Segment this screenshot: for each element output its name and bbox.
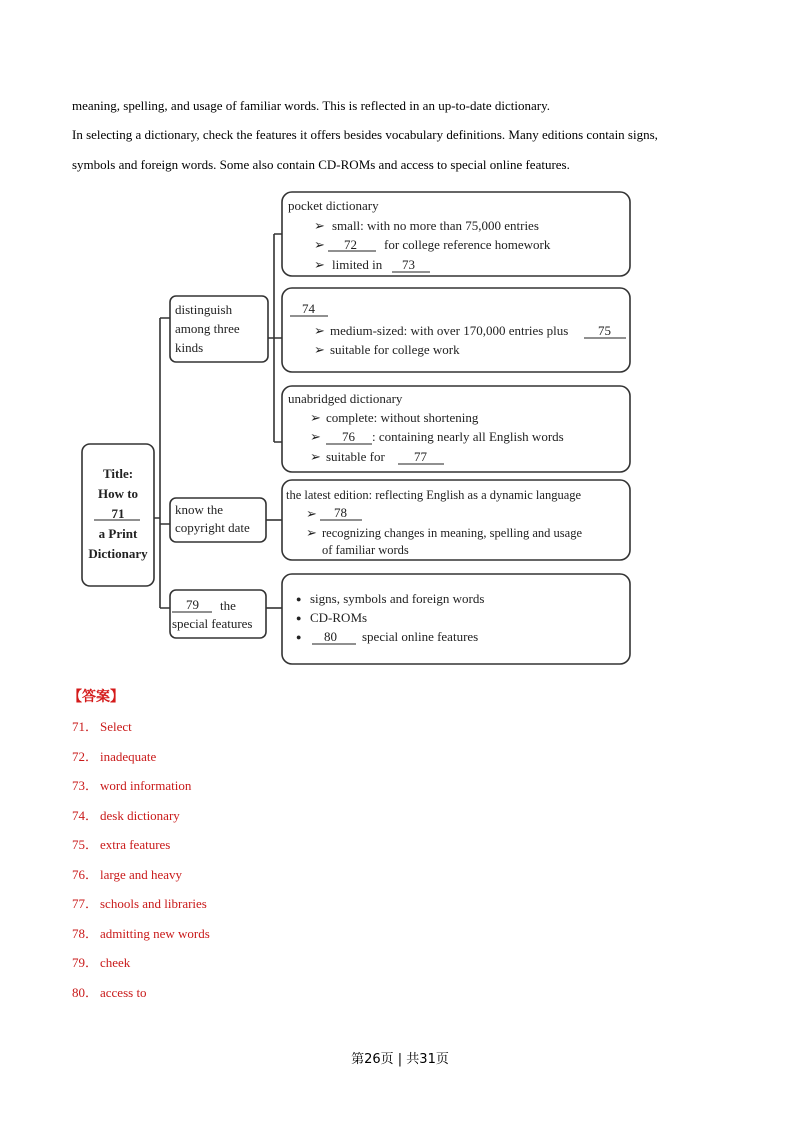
page-footer: 第26页 | 共31页 [351, 1052, 449, 1067]
unabridged-item-3: suitable for [326, 449, 385, 464]
answer-text: admitting new words [100, 925, 210, 941]
answer-item [72, 718, 210, 748]
answer-text: extra features [100, 837, 171, 852]
arrow-icon: ➢ [310, 410, 321, 425]
edition-item-2-line-2: of familiar words [322, 543, 409, 557]
pocket-blank-72: 72 [344, 237, 357, 252]
answer-number: 71． [72, 719, 99, 734]
answer-list [72, 718, 210, 1013]
pocket-heading: pocket dictionary [288, 198, 379, 213]
arrow-icon: ➢ [306, 525, 317, 540]
kinds-connector [268, 234, 282, 442]
answer-item [72, 925, 210, 955]
answer-number: 74． [72, 807, 99, 823]
edition-heading: the latest edition: reflecting English as a dynamic language [286, 488, 582, 502]
pocket-item-2: for college reference homework [384, 237, 551, 252]
unabridged-blank-77: 77 [414, 449, 427, 464]
title-line-5: Dictionary [88, 546, 148, 561]
paragraph-continued: meaning, spelling, and usage of familiar words. This is reflected in an up-to-date dictionary. [72, 98, 550, 113]
bullet-icon: ● [296, 632, 302, 642]
unabridged-item-1: complete: without shortening [326, 410, 479, 425]
features-blank-80: 80 [324, 629, 337, 644]
branch-copyright-line-2: copyright date [175, 520, 250, 535]
bullet-icon: ● [296, 613, 302, 623]
answer-number: 80． [72, 984, 99, 1000]
branch-kinds-line-2: among three [175, 321, 240, 336]
branch-kinds-line-1: distinguish [175, 302, 233, 317]
arrow-icon: ➢ [314, 342, 325, 357]
answer-item [72, 748, 210, 778]
answer-text: Select [100, 719, 132, 734]
edition-item-2-line-1: recognizing changes in meaning, spelling and usage [322, 526, 582, 540]
desk-item-1: medium-sized: with over 170,000 entries plus [330, 323, 569, 338]
arrow-icon: ➢ [314, 323, 325, 338]
pocket-blank-73: 73 [402, 257, 415, 272]
unabridged-blank-76: 76 [342, 429, 355, 444]
arrow-icon: ➢ [310, 429, 321, 444]
bullet-icon: ● [296, 594, 302, 604]
features-item-2: CD-ROMs [310, 610, 368, 625]
answer-item [72, 895, 210, 925]
paragraph-selecting [72, 126, 728, 174]
answer-number: 73． [72, 778, 99, 793]
desk-heading-blank-74: 74 [302, 301, 315, 316]
arrow-icon: ➢ [314, 218, 325, 233]
paragraph-line-2: symbols and foreign words. Some also contain CD-ROMs and access to special online features. [72, 157, 570, 172]
desk-blank-75: 75 [598, 323, 611, 338]
branch-features-the: the [220, 598, 236, 613]
edition-blank-78: 78 [334, 505, 347, 520]
branch-features-blank-79: 79 [186, 597, 199, 612]
desk-item-2: suitable for college work [330, 342, 460, 357]
answer-item [72, 954, 210, 984]
unabridged-item-2: : containing nearly all English words [372, 429, 564, 444]
answer-item [72, 984, 210, 1014]
features-item-3: special online features [362, 629, 479, 644]
pocket-item-3: limited in [332, 257, 383, 272]
trunk-connector [154, 318, 170, 608]
unabridged-heading: unabridged dictionary [288, 391, 403, 406]
answer-number: 75． [72, 837, 99, 852]
answer-heading: 【答案】 [68, 689, 124, 705]
arrow-icon: ➢ [314, 257, 325, 272]
answer-number: 76． [72, 866, 99, 882]
arrow-icon: ➢ [306, 506, 317, 521]
answer-text: inadequate [100, 748, 157, 764]
answer-text: large and heavy [100, 866, 183, 882]
answer-number: 78． [72, 925, 99, 941]
answer-item [72, 777, 210, 807]
answer-text: word information [100, 778, 192, 793]
answer-item [72, 807, 210, 837]
answer-number: 79． [72, 955, 99, 970]
pocket-item-1: small: with no more than 75,000 entries [332, 218, 539, 233]
mind-map-diagram [80, 188, 636, 668]
branch-kinds-line-3: kinds [175, 340, 204, 355]
answer-number: 72． [72, 748, 99, 764]
answer-item [72, 836, 210, 866]
answer-item [72, 866, 210, 896]
title-blank-71: 71 [111, 506, 125, 521]
answer-text: desk dictionary [100, 807, 180, 823]
arrow-icon: ➢ [310, 449, 321, 464]
answer-number: 77． [72, 896, 99, 911]
title-line-1: Title: [102, 466, 134, 481]
answer-text: schools and libraries [100, 896, 207, 911]
features-item-1: signs, symbols and foreign words [310, 591, 485, 606]
branch-copyright-line-1: know the [175, 502, 224, 517]
answer-text: access to [100, 984, 147, 1000]
arrow-icon: ➢ [314, 237, 325, 252]
title-line-2: How to [97, 486, 139, 501]
branch-features-line-2: special features [172, 616, 253, 631]
paragraph-line-1: In selecting a dictionary, check the features it offers besides vocabulary definitions. Many editions contain signs, [72, 127, 658, 142]
answer-text: cheek [100, 955, 131, 970]
title-line-4: a Print [98, 526, 138, 541]
